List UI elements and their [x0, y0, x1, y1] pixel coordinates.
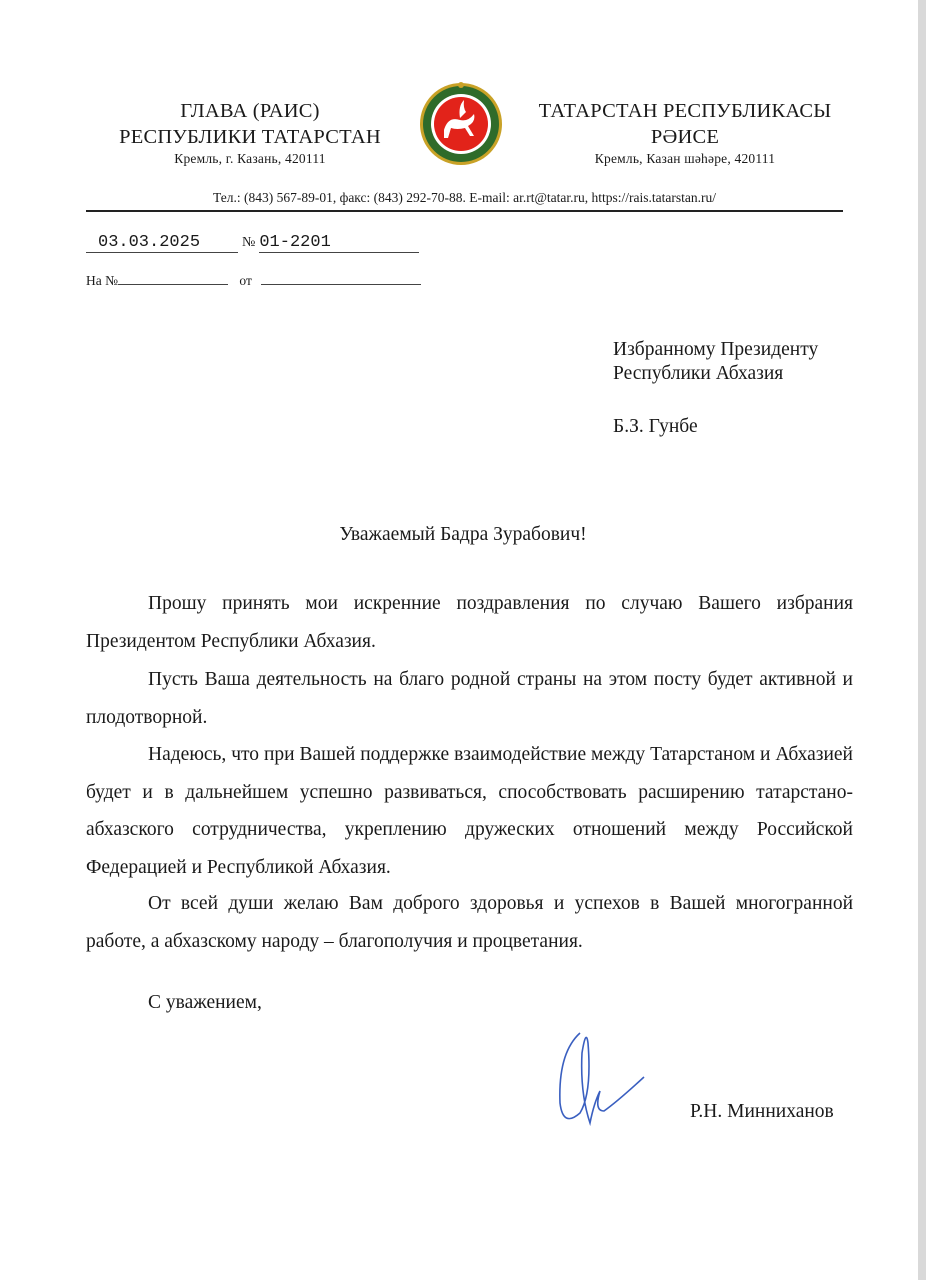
header-left	[90, 98, 410, 168]
ref-label: На №	[86, 273, 118, 288]
header-left-line2: РЕСПУБЛИКИ ТАТАРСТАН	[119, 126, 381, 148]
registration-line	[86, 233, 419, 253]
addressee-line1: Избранному Президенту	[613, 339, 819, 360]
greeting: Уважаемый Бадра Зурабович!	[339, 524, 587, 545]
paragraph-1: Прошу принять мои искренние поздравления по случаю Вашего избрания Президентом Республики Абхазия.	[86, 593, 853, 652]
signature-icon	[550, 1025, 650, 1135]
closing: С уважением,	[148, 992, 262, 1013]
reference-line	[86, 272, 421, 289]
header-left-address: Кремль, г. Казань, 420111	[174, 151, 326, 166]
signatory: Р.Н. Минниханов	[690, 1101, 834, 1122]
tatarstan-emblem-icon	[418, 78, 504, 168]
addressee-name: Б.З. Гунбе	[613, 416, 698, 437]
addressee	[613, 338, 818, 439]
reg-number: 01-2201	[259, 233, 419, 253]
header-right-address: Кремль, Казан шәһәре, 420111	[594, 151, 776, 166]
header-right-line1: ТАТАРСТАН РЕСПУБЛИКАСЫ	[538, 100, 832, 122]
page-edge	[918, 0, 926, 1280]
paragraph-3: Надеюсь, что при Вашей поддержке взаимодействие между Татарстаном и Абхазией будет и в дальнейшем успешно развиваться, способствовать расширению татарстано-абхазского сотрудничества, укреплению дружеских отношений между Российской Федерацией и Республикой Абхазия.	[86, 744, 853, 878]
reg-number-label: №	[242, 235, 256, 250]
paragraph-2: Пусть Ваша деятельность на благо родной страны на этом посту будет активной и плодотворной.	[86, 669, 853, 728]
reg-date: 03.03.2025	[86, 233, 238, 253]
header-left-line1: ГЛАВА (РАИС)	[180, 100, 320, 122]
contact-line: Тел.: (843) 567-89-01, факс: (843) 292-70-88. E-mail: ar.rt@tatar.ru, https://rais.tatarstan.ru/	[213, 190, 716, 205]
addressee-line2: Республики Абхазия	[613, 363, 784, 384]
header-right-line2: РӘИСЕ	[650, 126, 720, 148]
header-right	[525, 98, 845, 168]
from-label: от	[239, 273, 252, 288]
paragraph-4: От всей души желаю Вам доброго здоровья и успехов в Вашей многогранной работе, а абхазскому народу – благополучия и процветания.	[86, 893, 853, 952]
header-rule	[86, 210, 843, 212]
